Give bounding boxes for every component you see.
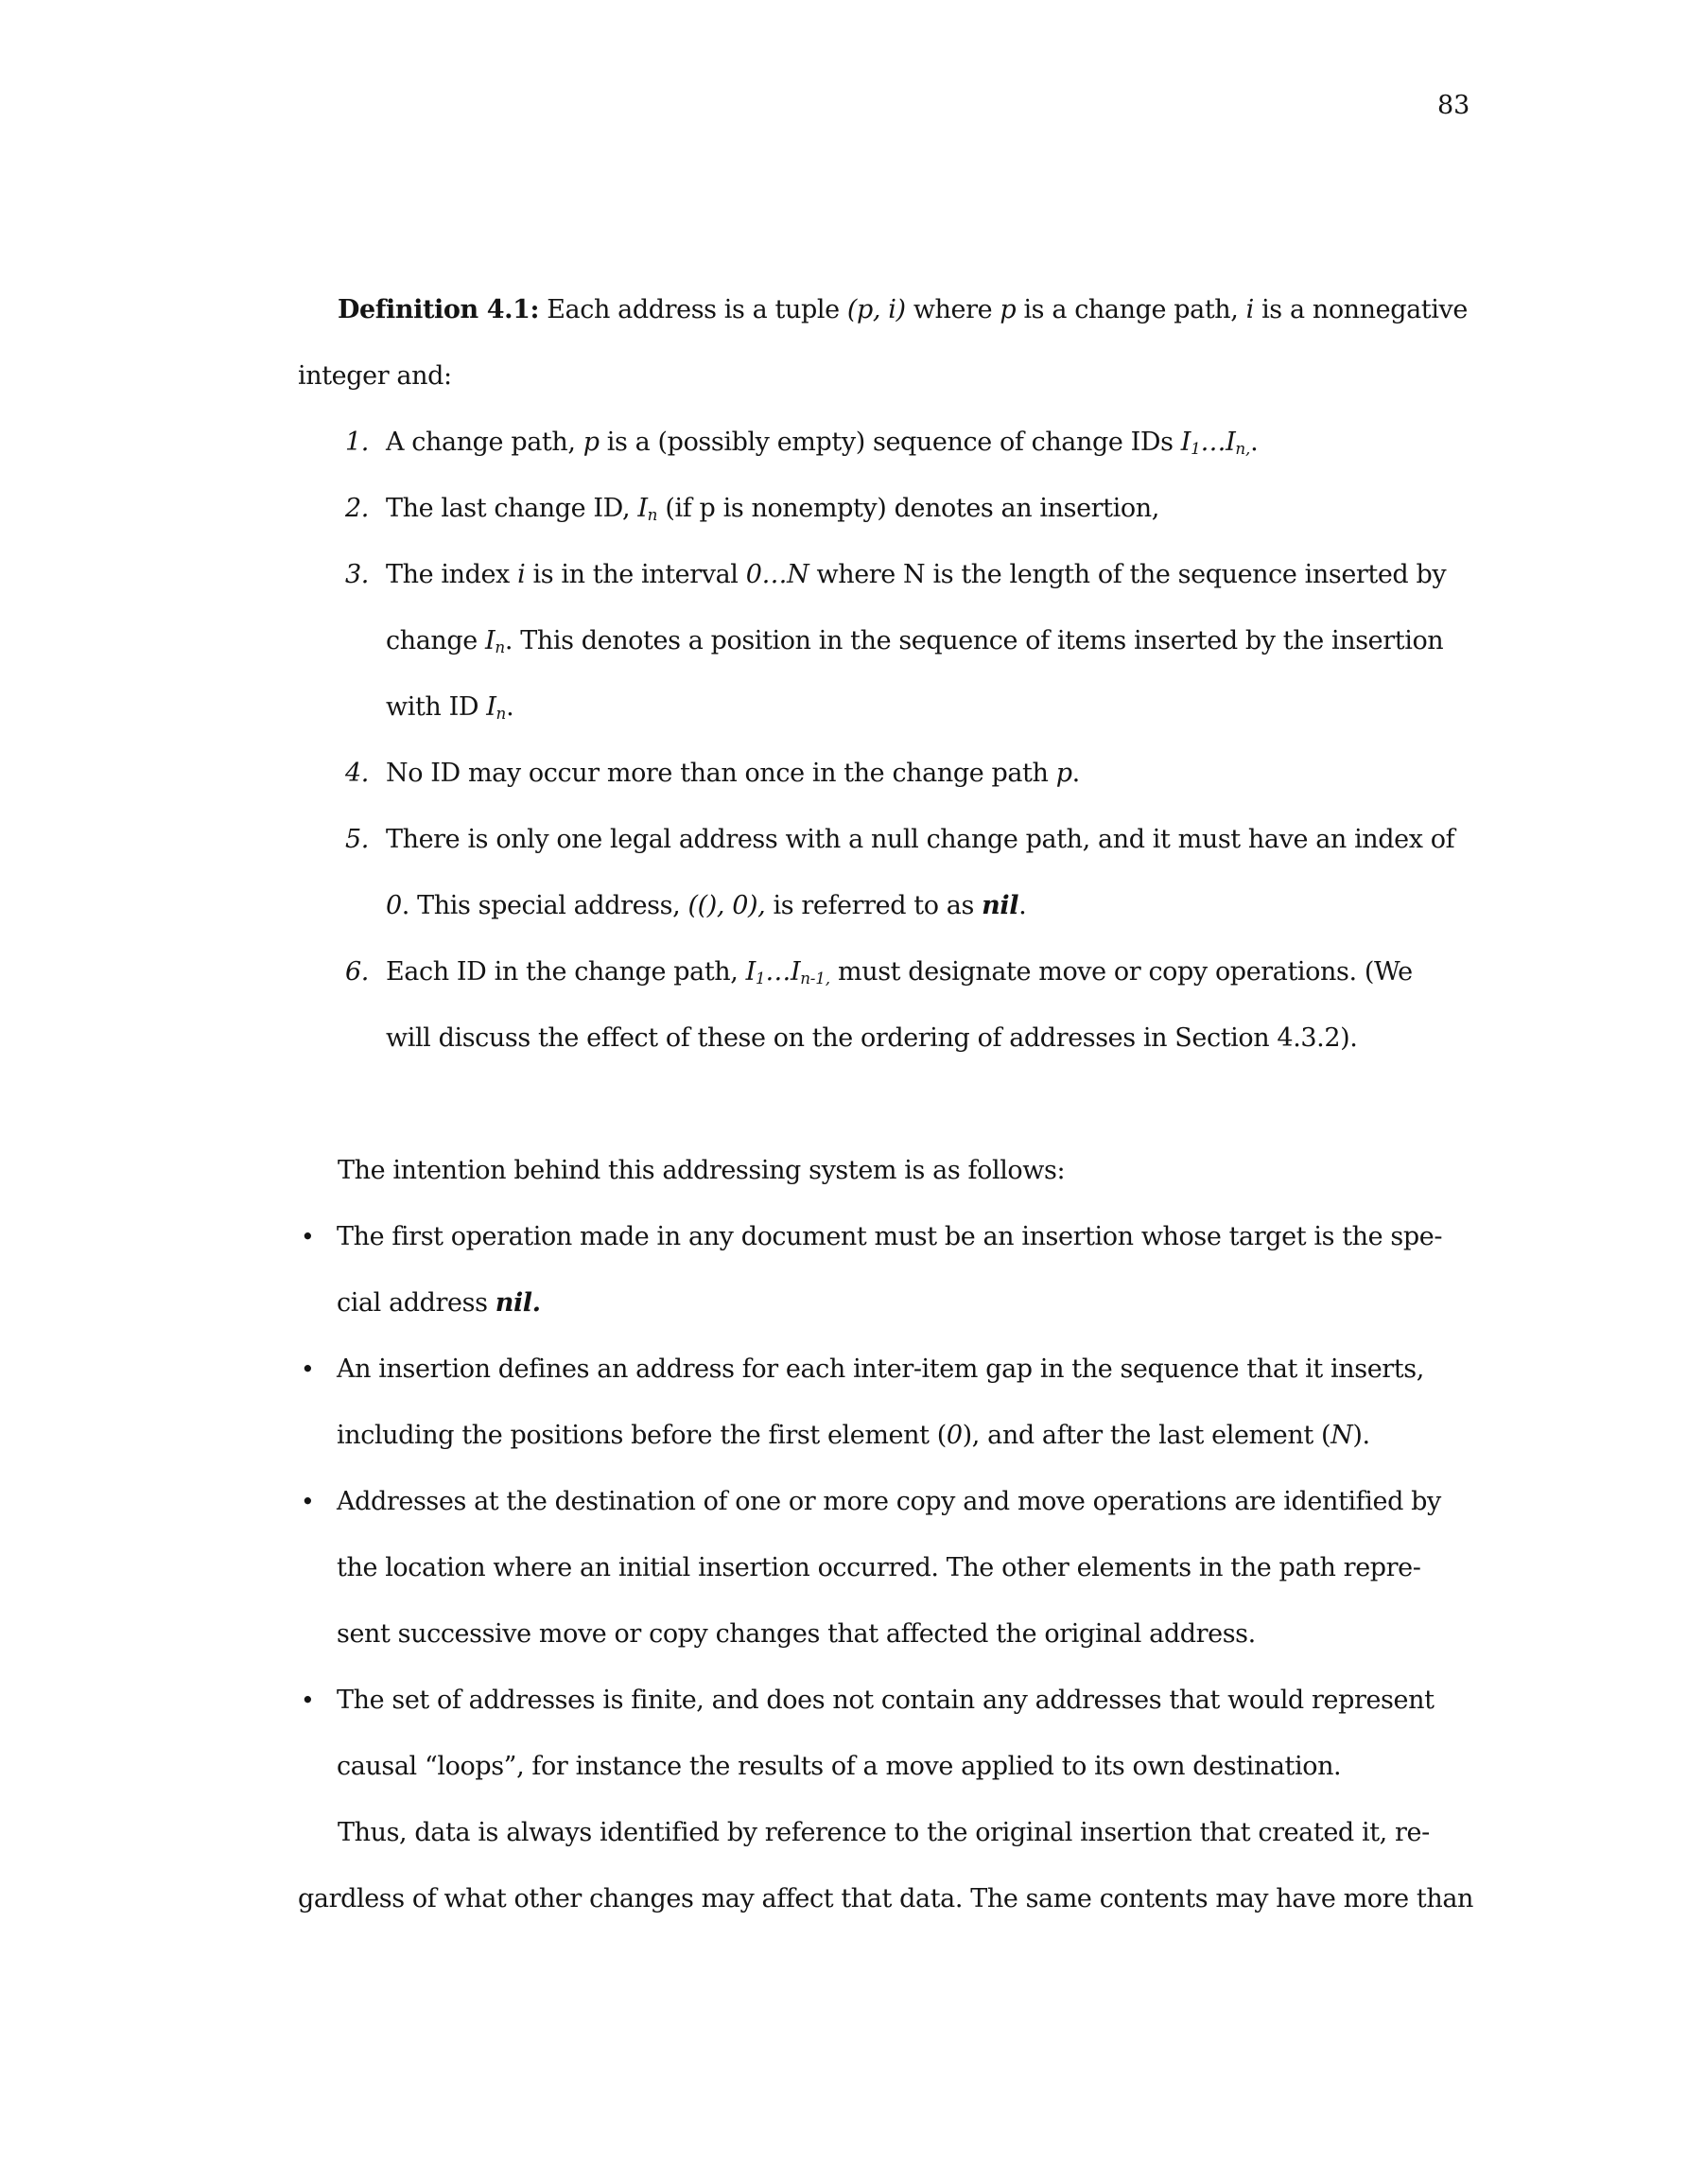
text-line — [298, 1138, 1475, 1204]
text-run: 0…N — [745, 560, 809, 589]
text-run: 1 — [755, 969, 766, 988]
text-line — [298, 1866, 1475, 1932]
bullet-icon: • — [301, 1223, 315, 1250]
text-run: I — [745, 957, 756, 987]
paragraph — [298, 1800, 1475, 1932]
bullet-icon: • — [301, 1686, 315, 1714]
text-run: n — [647, 505, 658, 525]
text-run: 0 — [386, 891, 402, 920]
bullet-icon: • — [301, 1355, 315, 1383]
text-line — [386, 741, 1475, 807]
list-number: 3. — [345, 560, 369, 589]
text-run: I — [637, 494, 648, 523]
text-run: n — [495, 638, 505, 657]
text-run: The set of addresses is finite, and does not contain any addresses that would represent — [337, 1686, 1435, 1715]
text-line — [386, 674, 1475, 741]
list-item — [298, 1204, 1475, 1337]
text-run: Definition 4.1: — [338, 295, 540, 324]
list-item — [298, 939, 1475, 1072]
text-run: 1 — [1191, 439, 1201, 459]
text-run: Each address is a tuple — [539, 295, 847, 324]
list-number: 6. — [345, 957, 369, 987]
text-run: ((), 0), — [687, 891, 766, 920]
text-run: An insertion defines an address for each inter-item gap in the sequence that it inserts, — [337, 1354, 1424, 1384]
text-line — [337, 1601, 1475, 1668]
text-run: is a nonnegative — [1253, 295, 1468, 324]
bullet-icon: • — [301, 1488, 315, 1515]
text-run: causal “loops”, for instance the results of a move applied to its own destination. — [337, 1752, 1342, 1781]
text-run: I — [486, 692, 496, 722]
text-run: is a change path, — [1016, 295, 1246, 324]
text-run: Thus, data is always identified by reference to the original insertion that created it, re- — [338, 1818, 1430, 1847]
text-run: including the positions before the first element ( — [337, 1421, 947, 1450]
text-line — [298, 1800, 1475, 1866]
list-item-lines — [298, 476, 1475, 542]
text-run: will discuss the effect of these on the ordering of addresses in Section 4.3.2). — [386, 1023, 1358, 1053]
paragraph — [298, 277, 1475, 410]
text-run: p — [1000, 295, 1017, 324]
text-run: is referred to as — [765, 891, 983, 920]
text-run: . — [506, 692, 514, 722]
list-item-lines — [298, 542, 1475, 741]
text-line — [386, 939, 1475, 1005]
text-line — [337, 1270, 1475, 1337]
text-run: . This special address, — [401, 891, 688, 920]
text-run: . — [1071, 759, 1080, 788]
list-item-lines — [298, 1204, 1475, 1337]
text-line — [337, 1668, 1475, 1734]
text-line — [386, 476, 1475, 542]
text-run: 0 — [946, 1421, 963, 1450]
text-run: sent successive move or copy changes that affected the original address. — [337, 1619, 1256, 1649]
text-line — [386, 608, 1475, 674]
text-line — [337, 1204, 1475, 1270]
text-run: . This denotes a position in the sequence of items inserted by the insertion — [504, 626, 1444, 655]
text-run: (if p is nonempty) denotes an insertion, — [657, 494, 1159, 523]
text-run: n — [496, 704, 507, 724]
text-line — [386, 873, 1475, 939]
list-item-lines — [298, 410, 1475, 476]
text-run: . — [1250, 428, 1259, 457]
text-run: where — [905, 295, 1000, 324]
text-run: integer and: — [298, 361, 452, 391]
text-line — [386, 807, 1475, 873]
text-line — [298, 343, 1475, 410]
list-item — [298, 410, 1475, 476]
text-run: the location where an initial insertion occurred. The other elements in the path repre- — [337, 1553, 1421, 1582]
text-line — [337, 1337, 1475, 1403]
text-run: i — [517, 560, 526, 589]
text-run: …I — [765, 957, 801, 987]
document-content — [298, 277, 1475, 1932]
text-run: nil — [982, 891, 1019, 920]
text-run: gardless of what other changes may affect that data. The same contents may have more than — [298, 1884, 1474, 1913]
text-run: is in the interval — [525, 560, 746, 589]
text-line — [386, 542, 1475, 608]
list-item-lines — [298, 807, 1475, 939]
text-run: cial address — [337, 1288, 496, 1318]
text-run: p — [1055, 759, 1072, 788]
text-run: . — [1018, 891, 1027, 920]
paragraph — [298, 1138, 1475, 1204]
text-run: nil. — [495, 1288, 541, 1318]
list-number: 5. — [345, 825, 369, 854]
list-item — [298, 741, 1475, 807]
list-item — [298, 1668, 1475, 1800]
list-item-lines — [298, 741, 1475, 807]
text-run: Addresses at the destination of one or more copy and move operations are identified by — [337, 1487, 1441, 1516]
text-line — [337, 1403, 1475, 1469]
list-number: 4. — [345, 759, 369, 788]
text-run: where N is the length of the sequence inserted by — [809, 560, 1447, 589]
text-run: Each ID in the change path, — [386, 957, 746, 987]
text-line — [386, 1005, 1475, 1072]
text-line — [298, 277, 1475, 343]
text-line — [337, 1734, 1475, 1800]
text-run: There is only one legal address with a null change path, and it must have an index of — [386, 825, 1455, 854]
text-run: is a (possibly empty) sequence of change IDs — [599, 428, 1181, 457]
text-run: change — [386, 626, 486, 655]
blank-line — [298, 1072, 1475, 1138]
list-item-lines — [298, 1337, 1475, 1469]
list-number: 1. — [345, 428, 369, 457]
text-run: ), and after the last element ( — [962, 1421, 1331, 1450]
text-run: p — [583, 428, 600, 457]
page-number: 83 — [1437, 91, 1470, 120]
text-run: i — [1245, 295, 1254, 324]
text-run: n, — [1235, 439, 1251, 459]
list-item-lines — [298, 1668, 1475, 1800]
list-item — [298, 1469, 1475, 1668]
text-run: (p, i) — [846, 295, 906, 324]
list-item — [298, 476, 1475, 542]
text-line — [337, 1535, 1475, 1601]
text-run: with ID — [386, 692, 487, 722]
list-number: 2. — [345, 494, 369, 523]
text-run: The last change ID, — [386, 494, 638, 523]
list-item-lines — [298, 939, 1475, 1072]
text-line — [386, 410, 1475, 476]
list-item — [298, 542, 1475, 741]
text-run: A change path, — [386, 428, 583, 457]
text-run: must designate move or copy operations. (We — [829, 957, 1413, 987]
text-line — [337, 1469, 1475, 1535]
text-run: n-1, — [800, 969, 830, 988]
text-run: The index — [386, 560, 518, 589]
list-item-lines — [298, 1469, 1475, 1668]
text-run: No ID may occur more than once in the change path — [386, 759, 1056, 788]
text-run: I — [485, 626, 496, 655]
list-item — [298, 807, 1475, 939]
text-run: N — [1330, 1421, 1353, 1450]
list-item — [298, 1337, 1475, 1469]
text-run: The first operation made in any document must be an insertion whose target is the spe- — [337, 1222, 1443, 1251]
text-run: The intention behind this addressing system is as follows: — [338, 1156, 1066, 1185]
text-run: …I — [1200, 428, 1236, 457]
text-run: I — [1180, 428, 1191, 457]
text-run: ). — [1352, 1421, 1370, 1450]
